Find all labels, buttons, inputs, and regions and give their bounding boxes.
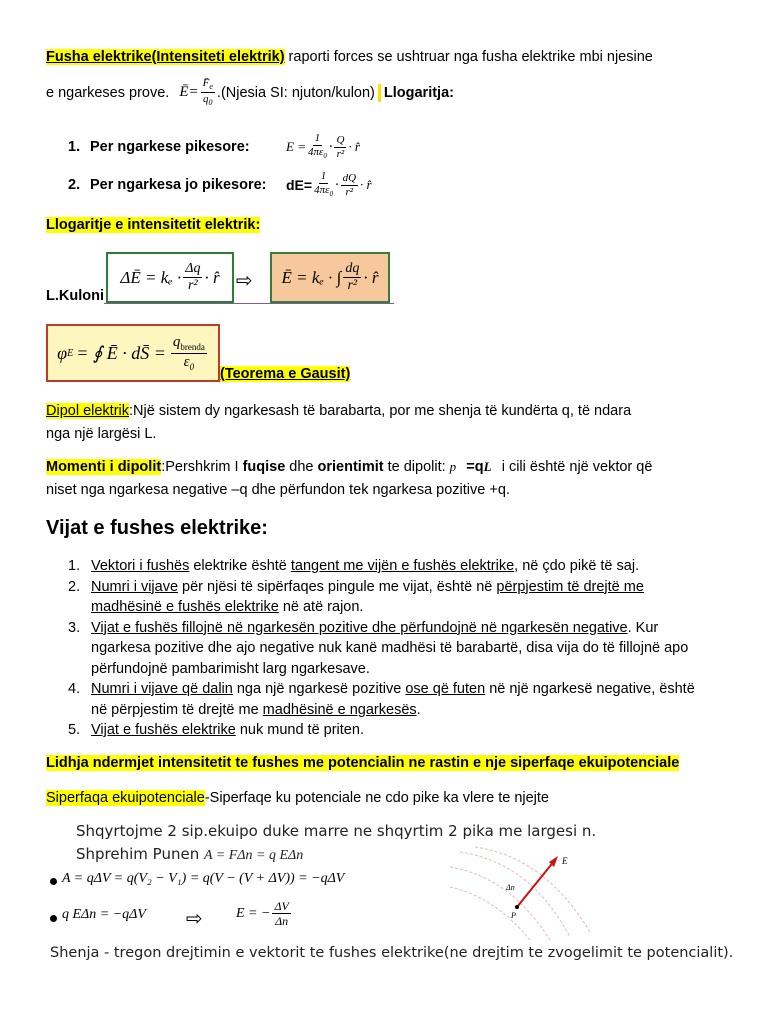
list-item: 1. Vektori i fushës elektrike është tangent me vijën e fushës elektrike, në çdo pikë të saj. [68, 558, 640, 574]
diagram-label-p: P [511, 911, 516, 920]
kuloni-box-integral: Ē = kₑ · ∫ $\frac{dq}{\text{r²}}$ · r̂ [270, 252, 390, 303]
kuloni-box-discrete: ΔĒ = kₑ · $\frac{\Delta q}{\text{r²}}$ · r̂ [106, 252, 234, 303]
field-formula: Ē= [179, 84, 199, 101]
dipole-moment: Momenti i dipolit:Pershkrim I fuqise dhe orientimit te dipolit: p⃗=qL⃗i cili është një vektor që [46, 459, 653, 475]
cursor-mark [378, 84, 381, 102]
arrow-right-icon: ⇨ [186, 908, 203, 930]
calc-list [68, 130, 372, 202]
shot-line-1: Shqyrtojme 2 sip.ekuipo duke marre ne shqyrtim 2 pika me largesi n. [76, 822, 597, 840]
definition-text: raporti forces se ushtruar nga fusha elektrike mbi njesine [284, 49, 653, 65]
gauss-box: φ E = ∮ Ē · dS̄ = $\frac{q_{brenda}}{\varepsilon_0}$ [46, 324, 220, 382]
equipotential-curve [450, 867, 550, 940]
field-vector-arrow [517, 860, 555, 907]
heading-intensity: Llogaritje e intensitetit elektrik: [46, 217, 261, 233]
si-unit: .(Njesia SI: njuton/kulon) [216, 84, 375, 101]
diagram-label-e: E [562, 856, 568, 866]
term-intensity: (Intensiteti elektrik) [151, 49, 285, 65]
field-lines-list [68, 556, 748, 741]
definition-text-2: e ngarkeses prove. [46, 84, 170, 101]
list-item: 5. Vijat e fushës elektrike nuk mund të priten. [68, 722, 364, 738]
dipole-definition-2: nga një largësi L. [46, 426, 157, 442]
equipotential-definition: Siperfaqa ekuipotenciale-Siperfaqe ku potenciale ne cdo pike ka vlere te njejte [46, 790, 549, 806]
bullet-icon [50, 915, 57, 922]
definition-line-2 [46, 78, 454, 107]
equipotential-curve [450, 887, 530, 940]
heading-relation: Lidhja ndermjet intensitetit te fushes me potencialin ne rastin e nje siperfaqe ekuipotenciale [46, 755, 680, 771]
list-item: 3. Vijat e fushës fillojnë në ngarkesën pozitive dhe përfundojnë në ngarkesën negative. Kur ngarkesa pozitive dhe ajo negative nuk kanë madhësi të barabartë, disa vija do të fillojnë apo përfundojnë pambarimisht larg ngarkesave. [68, 619, 689, 677]
dipole-definition: Dipol elektrik:Një sistem dy ngarkesash të barabarta, por me shenja të kundërta q, të ndara [46, 403, 632, 419]
term-electric-field: Fusha elektrike [46, 49, 152, 65]
definition-field [46, 49, 653, 65]
shot-line-4a: q EΔn = −qΔV [62, 907, 146, 922]
shot-line-3: A = qΔV = q(V₂ − V₁) = q(V − (V + ΔV)) = −qΔV [62, 871, 345, 886]
kuloni-label: L.Kuloni [46, 288, 104, 304]
arrow-right-icon: ⇨ [236, 270, 253, 292]
shot-line-4b: E = − $\frac{\Delta V}{\Delta n}$ [236, 899, 289, 928]
equipotential-curve [475, 847, 590, 932]
shot-line-5: Shenja - tregon drejtimin e vektorit te fushes elektrike(ne drejtim te zvogelimit te potencialit). [50, 945, 734, 961]
kuloni-baseline [104, 303, 394, 304]
bullet-icon [50, 878, 57, 885]
diagram-label-n: Δn [506, 883, 515, 892]
field-formula-fraction: $\frac{F̄_e}{q_0}$ [202, 77, 213, 108]
calc-item-continuous: 2. Per ngarkesa jo pikesore: dE= $\frac{1}{4\pi\varepsilon_0}$ · $\frac{dQ}{\text{r²}}$ · r̂ [68, 170, 372, 199]
equipotential-diagram [450, 842, 600, 940]
shot-line-2: Shprehim Punen A = FΔn = q EΔn [76, 845, 304, 863]
heading-field-lines: Vijat e fushes elektrike: [46, 517, 268, 539]
gauss-label: (Teorema e Gausit) [220, 366, 351, 382]
dipole-moment-2: niset nga ngarkesa negative –q dhe përfundon tek ngarkesa pozitive +q. [46, 482, 510, 498]
calc-label: Llogaritja: [383, 84, 454, 101]
list-item: 2. Numri i vijave për njësi të sipërfaqes pingule me vijat, është në përpjestim të drejtë me madhësinë e fushës elektrike në atë rajon. [68, 578, 644, 615]
point-p-icon [515, 905, 519, 909]
list-item: 4. Numri i vijave që dalin nga një ngarkesë pozitive ose që futen në një ngarkesë negative, është në përpjestim të drejtë me madhësinë e ngarkesës. [68, 681, 695, 718]
calc-item-point: 1. Per ngarkese pikesore: E = $\frac{1}{4\pi\varepsilon_0}$ · $\frac{Q}{\text{r²}}$ · r̂ [68, 132, 360, 161]
